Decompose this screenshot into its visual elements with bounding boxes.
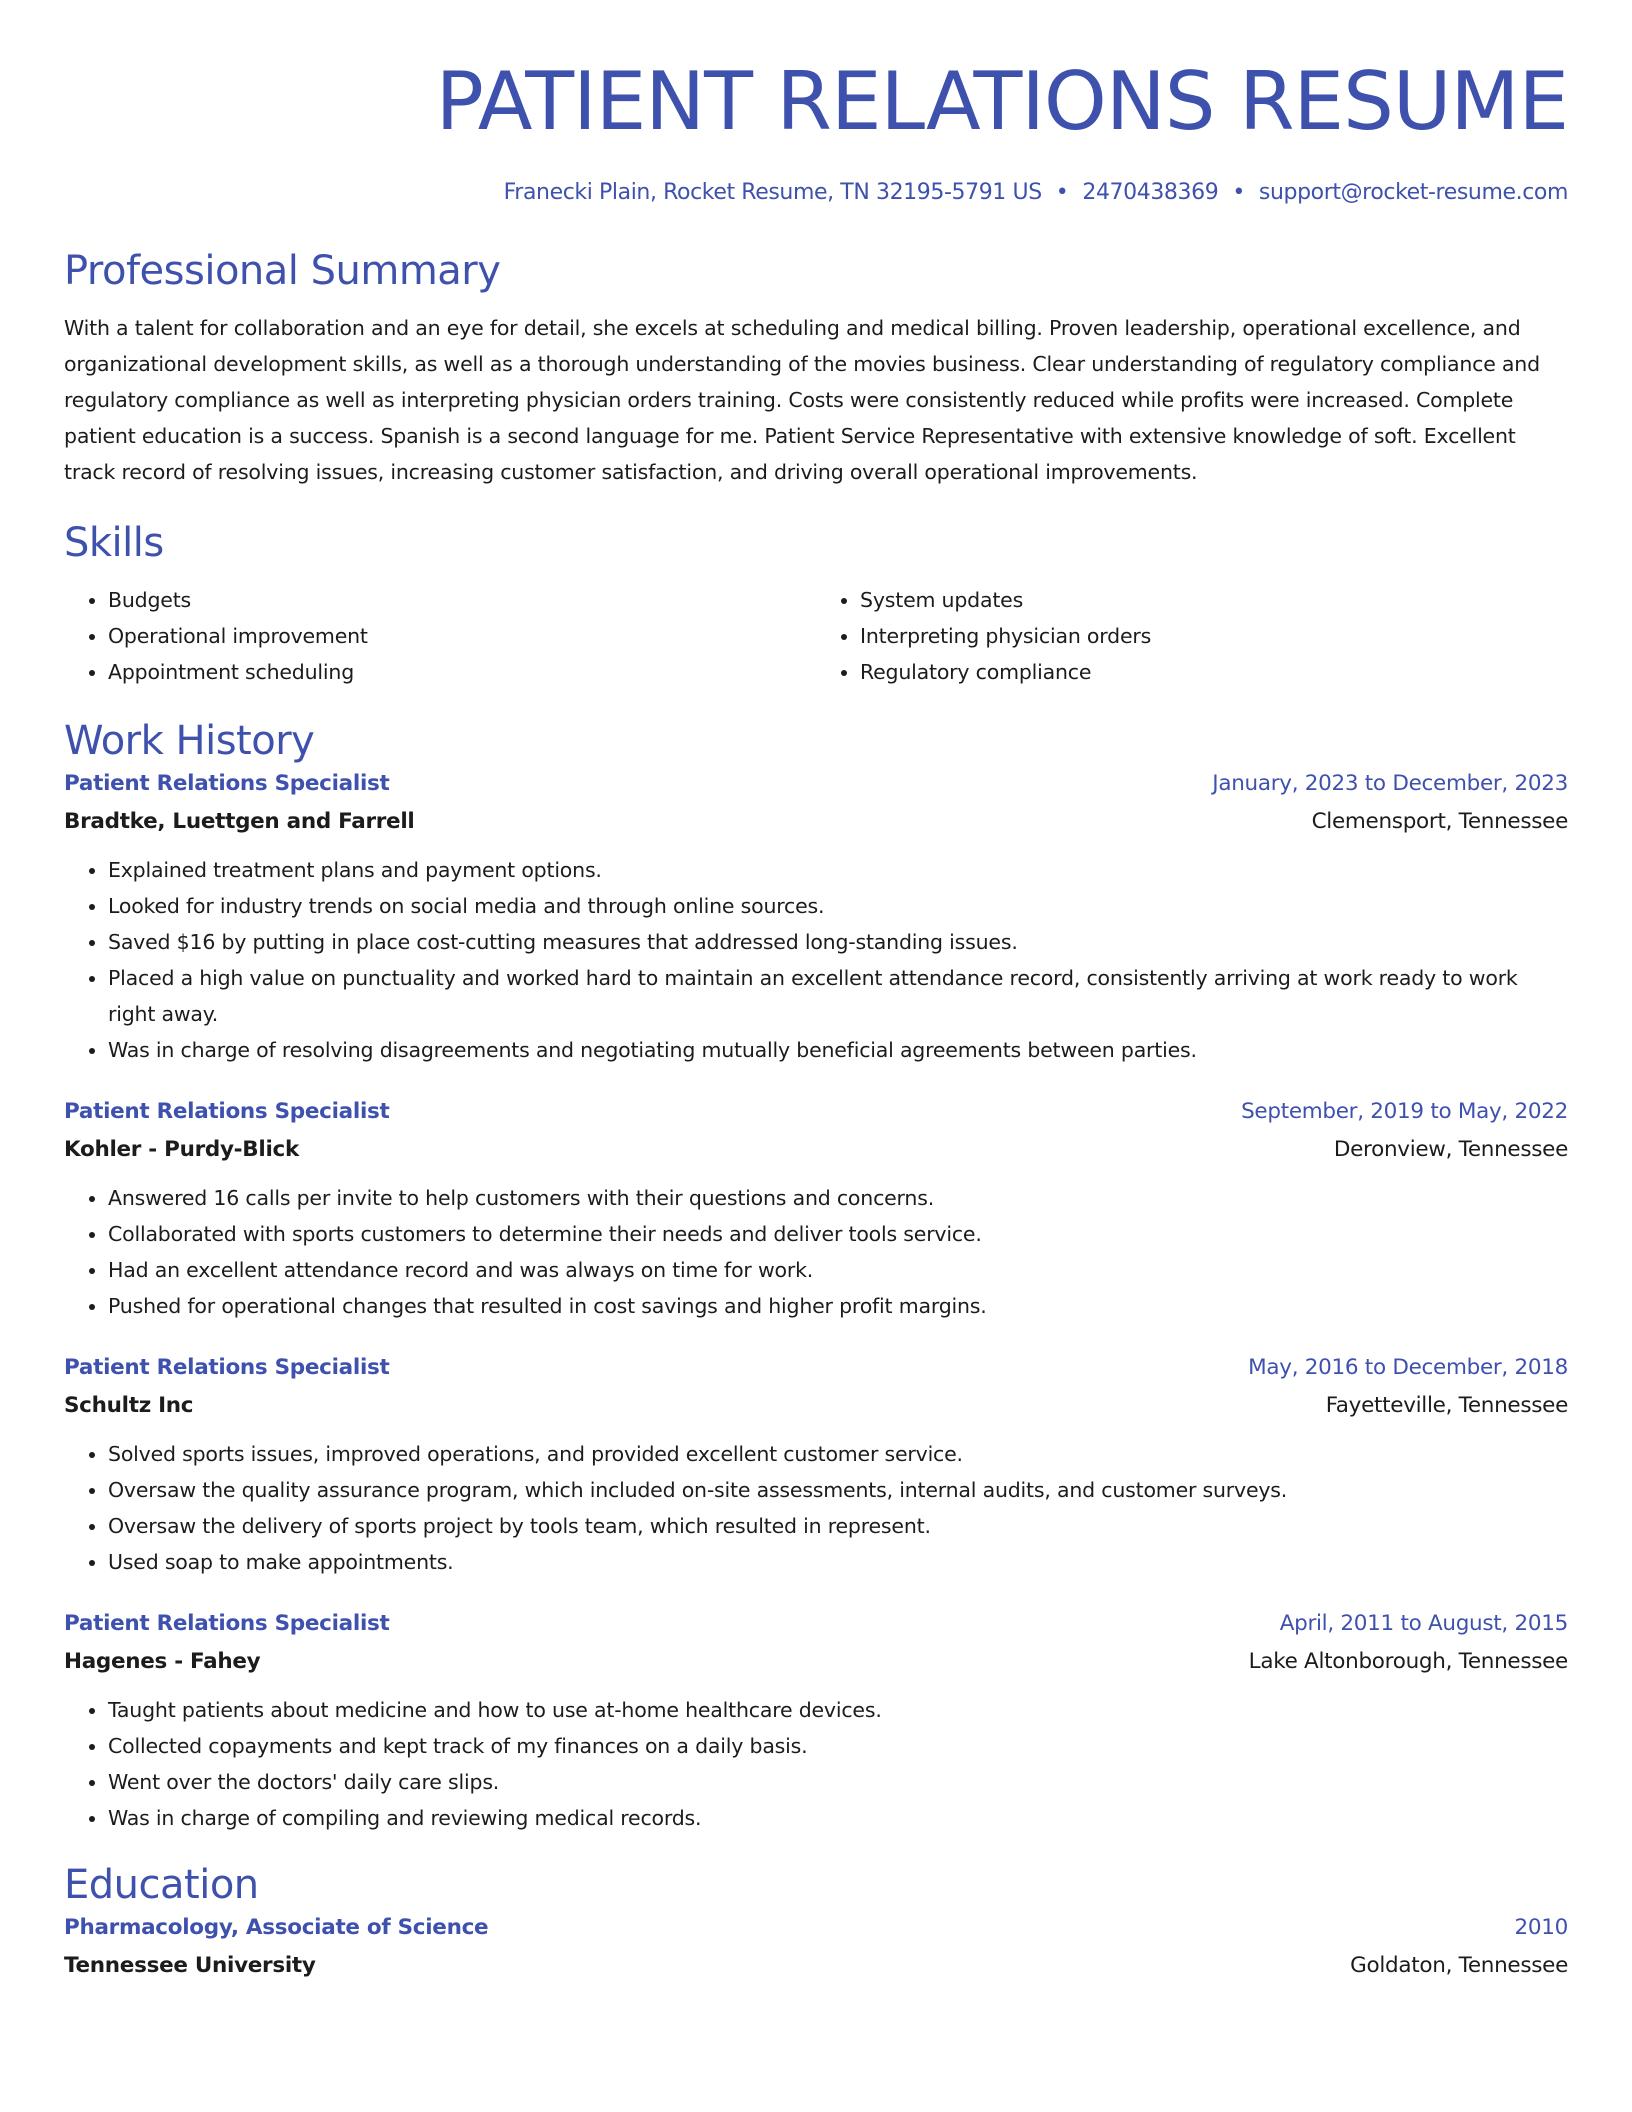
education-year: 2010 — [1514, 1915, 1568, 1940]
job-header-row — [64, 1094, 1568, 1130]
education-school-row — [64, 1946, 1568, 1986]
job-title: Patient Relations Specialist — [64, 1099, 390, 1124]
section-title-summary: Professional Summary — [64, 248, 501, 294]
education-entry — [64, 1910, 1568, 1986]
skills-columns — [64, 582, 1568, 690]
contact-separator: • — [1232, 180, 1245, 205]
job-bullet: • Oversaw the quality assurance program, which included on-site assessments, internal audits, and customer surveys. — [108, 1472, 1568, 1508]
job-bullet: • Explained treatment plans and payment options. — [108, 852, 1568, 888]
job-location: Deronview, Tennessee — [1333, 1137, 1568, 1162]
skill-item: • Regulatory compliance — [860, 654, 1568, 690]
job-bullets — [64, 1436, 1568, 1580]
job-bullet: • Oversaw the delivery of sports project by tools team, which resulted in represent. — [108, 1508, 1568, 1544]
resume-header — [64, 0, 1568, 208]
skills-list-left — [64, 582, 816, 690]
job-employer: Bradtke, Luettgen and Farrell — [64, 809, 415, 834]
education-header-row — [64, 1910, 1568, 1946]
job-location: Fayetteville, Tennessee — [1325, 1393, 1568, 1418]
job-employer-row — [64, 802, 1568, 842]
job-bullets — [64, 1692, 1568, 1836]
job-bullet: • Pushed for operational changes that resulted in cost savings and higher profit margins. — [108, 1288, 1568, 1324]
professional-summary-section — [64, 246, 1568, 490]
section-title-skills: Skills — [64, 520, 164, 566]
skills-list-right — [816, 582, 1568, 690]
contact-email[interactable]: support@rocket-resume.com — [1258, 180, 1568, 205]
job-bullet: • Answered 16 calls per invite to help customers with their questions and concerns. — [108, 1180, 1568, 1216]
job-bullets — [64, 1180, 1568, 1324]
job-title: Patient Relations Specialist — [64, 771, 390, 796]
contact-address: Franecki Plain, Rocket Resume, TN 32195-5791 US — [503, 180, 1042, 205]
skill-item: • System updates — [860, 582, 1568, 618]
resume-name: PATIENT RELATIONS RESUME — [435, 55, 1568, 148]
job-employer: Hagenes - Fahey — [64, 1649, 261, 1674]
job-employer-row — [64, 1130, 1568, 1170]
education-section — [64, 1860, 1568, 1986]
job-title: Patient Relations Specialist — [64, 1611, 390, 1636]
job-title: Patient Relations Specialist — [64, 1355, 390, 1380]
summary-text: With a talent for collaboration and an eye for detail, she excels at scheduling and medical billing. Proven leadership, operational excellence, and organizational development skills, as well as a thorough understanding of the movies business. Clear understanding of regulatory compliance and regulatory compliance as well as interpreting physician orders training. Costs were consistently reduced while profits were increased. Complete patient education is a success. Spanish is a second language for me. Patient Service Representative with extensive knowledge of soft. Excellent track record of resolving issues, increasing customer satisfaction, and driving overall operational improvements. — [64, 316, 1540, 484]
job-bullet: • Had an excellent attendance record and was always on time for work. — [108, 1252, 1568, 1288]
job-bullet: • Solved sports issues, improved operations, and provided excellent customer service. — [108, 1436, 1568, 1472]
job-header-row — [64, 1606, 1568, 1642]
job-bullet: • Taught patients about medicine and how to use at-home healthcare devices. — [108, 1692, 1568, 1728]
job-header-row — [64, 1350, 1568, 1386]
skill-item: • Operational improvement — [108, 618, 816, 654]
contact-phone: 2470438369 — [1082, 180, 1219, 205]
section-title-work-history: Work History — [64, 718, 315, 764]
skill-item: • Appointment scheduling — [108, 654, 816, 690]
job-location: Clemensport, Tennessee — [1311, 809, 1568, 834]
job-bullet: • Looked for industry trends on social media and through online sources. — [108, 888, 1568, 924]
job-employer: Kohler - Purdy-Blick — [64, 1137, 299, 1162]
job-entry — [64, 766, 1568, 1068]
job-location: Lake Altonborough, Tennessee — [1248, 1649, 1568, 1674]
education-degree: Pharmacology, Associate of Science — [64, 1915, 489, 1940]
skill-item: • Interpreting physician orders — [860, 618, 1568, 654]
job-bullet: • Placed a high value on punctuality and worked hard to maintain an excellent attendance record, consistently arriving at work ready to work right away. — [108, 960, 1568, 1032]
section-title-education: Education — [64, 1862, 259, 1908]
work-history-section — [64, 716, 1568, 1836]
job-bullet: • Used soap to make appointments. — [108, 1544, 1568, 1580]
job-bullets — [64, 852, 1568, 1068]
job-entry — [64, 1350, 1568, 1580]
job-bullet: • Went over the doctors' daily care slips. — [108, 1764, 1568, 1800]
job-entry — [64, 1606, 1568, 1836]
skill-item: • Budgets — [108, 582, 816, 618]
job-entry — [64, 1094, 1568, 1324]
job-bullet: • Collaborated with sports customers to determine their needs and deliver tools service. — [108, 1216, 1568, 1252]
job-dates: May, 2016 to December, 2018 — [1248, 1355, 1568, 1380]
job-bullet: • Collected copayments and kept track of my finances on a daily basis. — [108, 1728, 1568, 1764]
job-dates: September, 2019 to May, 2022 — [1241, 1099, 1568, 1124]
job-dates: April, 2011 to August, 2015 — [1279, 1611, 1568, 1636]
job-employer: Schultz Inc — [64, 1393, 194, 1418]
contact-separator: • — [1055, 180, 1069, 205]
job-employer-row — [64, 1642, 1568, 1682]
contact-line — [64, 178, 1568, 208]
job-employer-row — [64, 1386, 1568, 1426]
education-location: Goldaton, Tennessee — [1350, 1953, 1568, 1978]
job-dates: January, 2023 to December, 2023 — [1212, 771, 1568, 796]
job-bullet: • Saved $16 by putting in place cost-cutting measures that addressed long-standing issues. — [108, 924, 1568, 960]
job-bullet: • Was in charge of resolving disagreements and negotiating mutually beneficial agreements between parties. — [108, 1032, 1568, 1068]
job-bullet: • Was in charge of compiling and reviewing medical records. — [108, 1800, 1568, 1836]
education-school: Tennessee University — [64, 1953, 316, 1978]
job-header-row — [64, 766, 1568, 802]
skills-section — [64, 518, 1568, 690]
